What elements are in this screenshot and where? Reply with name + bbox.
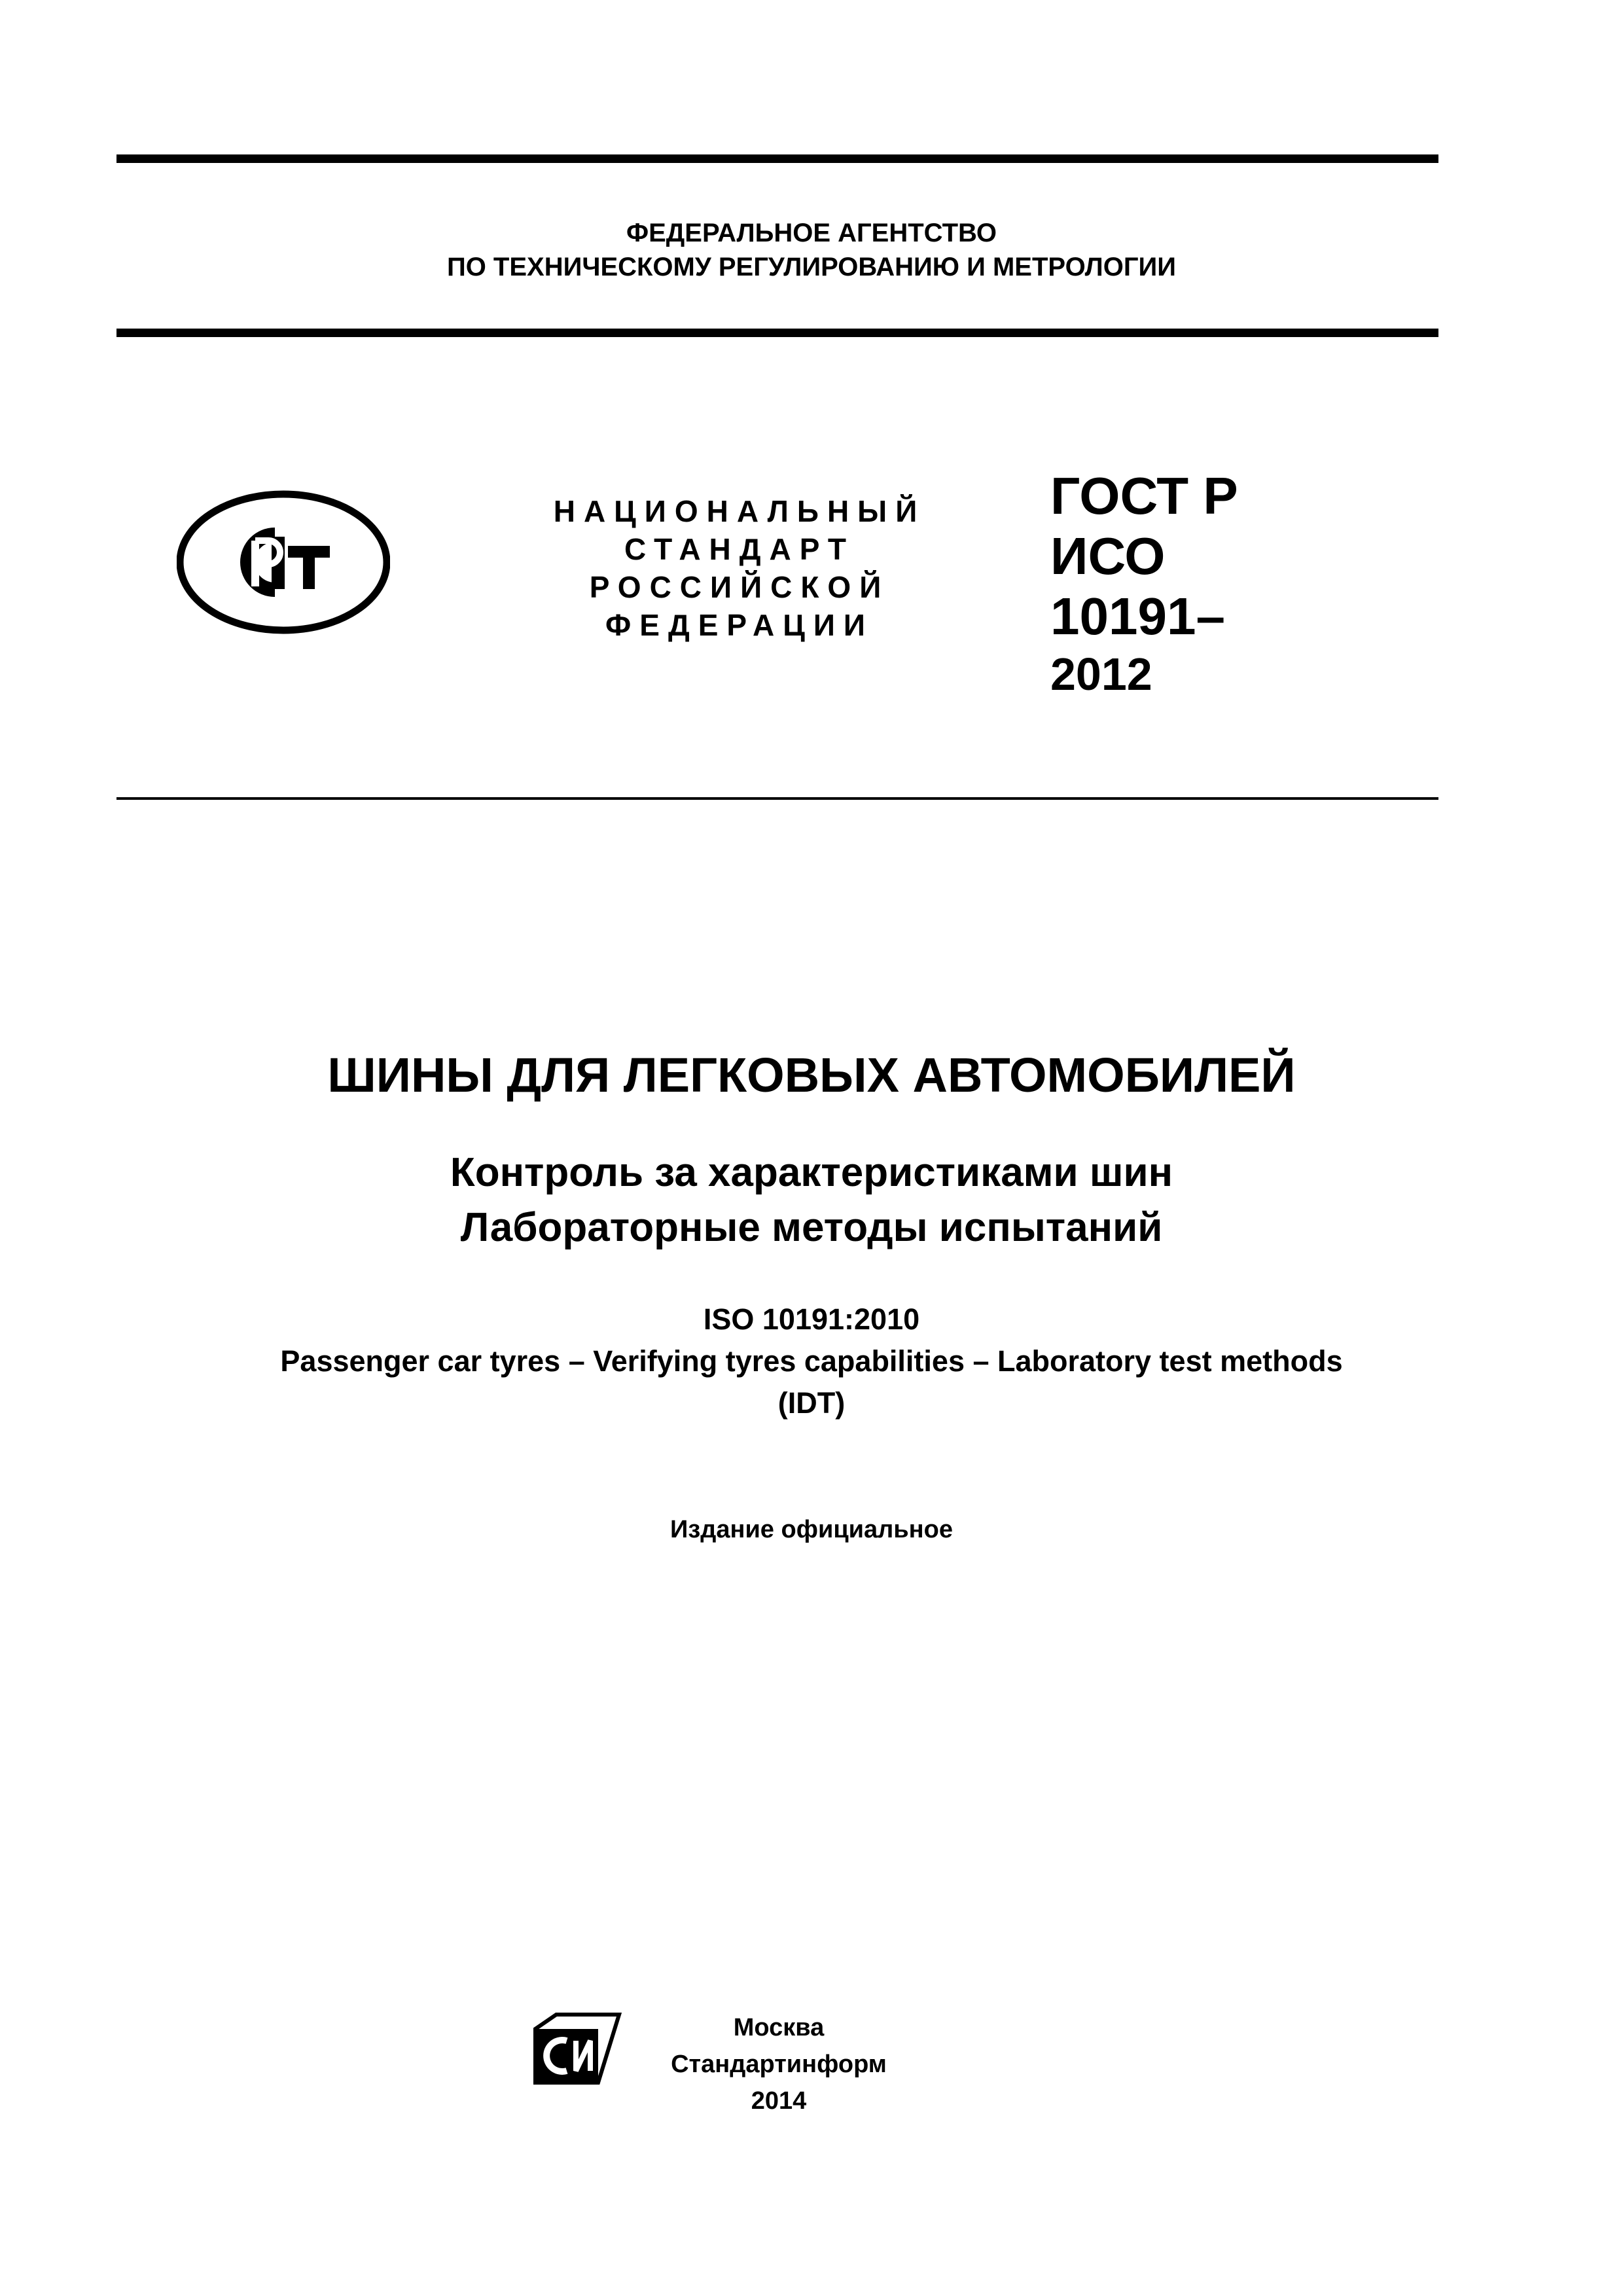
- designation-line-3: 10191–: [1050, 587, 1225, 645]
- designation-year: 2012: [1050, 649, 1152, 700]
- national-standard-label: [510, 492, 969, 644]
- publisher-info: [641, 2009, 916, 2119]
- iso-equivalence: (IDT): [777, 1386, 846, 1420]
- document-title: ШИНЫ ДЛЯ ЛЕГКОВЫХ АВТОМОБИЛЕЙ: [327, 1048, 1296, 1102]
- agency-name: [0, 216, 1623, 284]
- document-subtitle: [0, 1145, 1623, 1255]
- publisher-year: 2014: [751, 2087, 807, 2115]
- header-divider: [116, 797, 1438, 800]
- national-standard-line-3: РОССИЙСКОЙ: [589, 570, 890, 604]
- national-standard-line-1: НАЦИОНАЛЬНЫЙ: [553, 494, 926, 528]
- publisher-city: Москва: [733, 2014, 825, 2041]
- designation-line-1: ГОСТ Р: [1050, 467, 1238, 525]
- subtitle-line-1: Контроль за характеристиками шин: [450, 1150, 1173, 1195]
- edition-label: Издание официальное: [670, 1516, 953, 1543]
- publisher-name: Стандартинформ: [671, 2051, 887, 2078]
- top-rule: [116, 154, 1438, 163]
- rst-certification-mark-icon: [177, 490, 390, 635]
- agency-line-2: ПО ТЕХНИЧЕСКОМУ РЕГУЛИРОВАНИЮ И МЕТРОЛОГИИ: [446, 253, 1177, 281]
- iso-english-title: Passenger car tyres – Verifying tyres capabilities – Laboratory test methods: [280, 1344, 1343, 1378]
- iso-reference: [0, 1299, 1623, 1424]
- national-standard-line-4: ФЕДЕРАЦИИ: [605, 608, 874, 642]
- standard-designation: [1050, 466, 1238, 702]
- designation-line-2: ИСО: [1050, 527, 1166, 585]
- agency-line-1: ФЕДЕРАЛЬНОЕ АГЕНТСТВО: [626, 219, 997, 247]
- national-standard-line-2: СТАНДАРТ: [624, 532, 855, 566]
- standartinform-logo-icon: [530, 2009, 622, 2087]
- agency-rule: [116, 329, 1438, 337]
- subtitle-line-2: Лабораторные методы испытаний: [460, 1205, 1163, 1250]
- iso-code: ISO 10191:2010: [703, 1302, 920, 1336]
